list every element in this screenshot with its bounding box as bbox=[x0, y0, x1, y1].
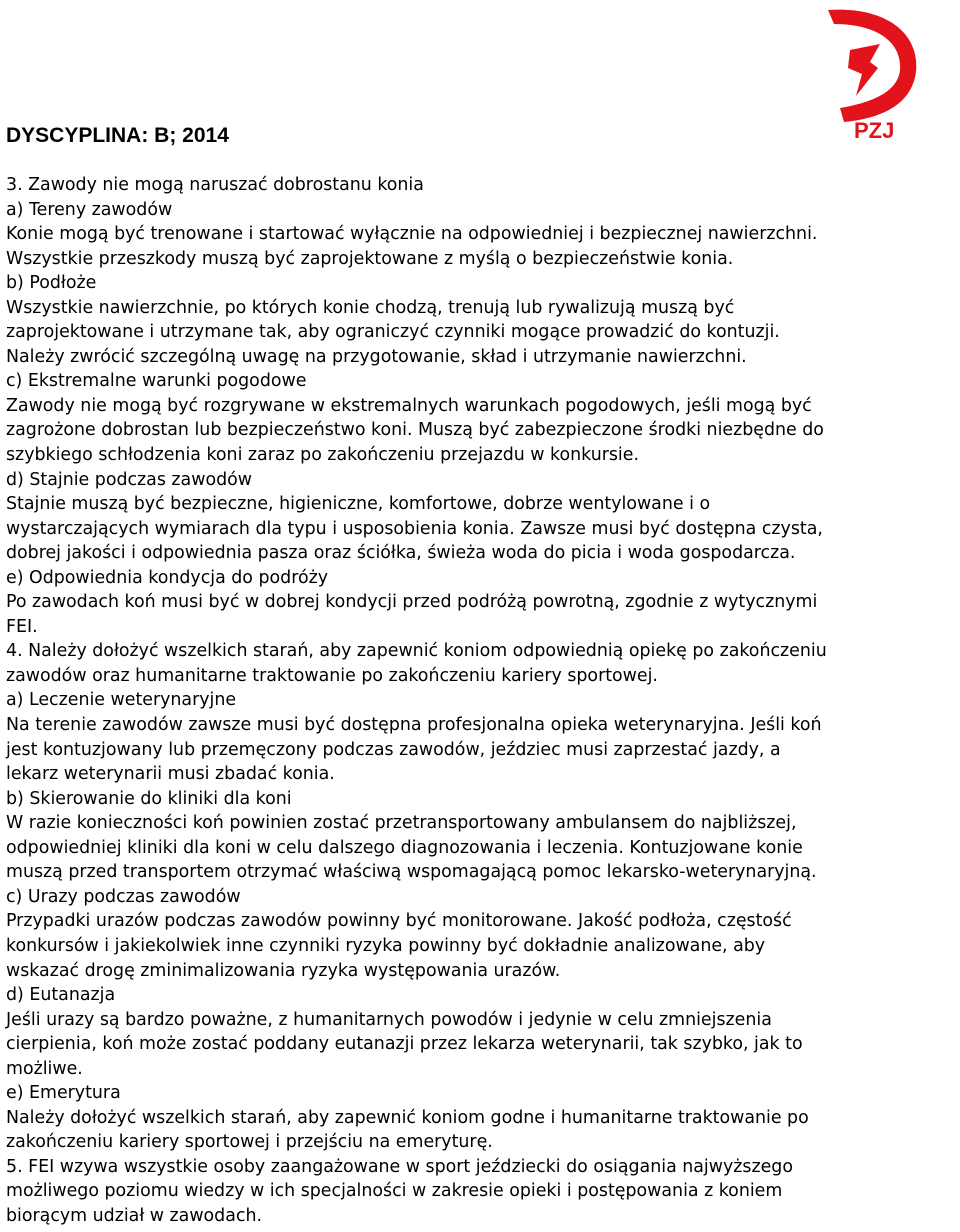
text-line: Na terenie zawodów zawsze musi być dostępna profesjonalna opieka weterynaryjna. Jeśli koń bbox=[6, 715, 822, 736]
text-line: jest kontuzjowany lub przemęczony podczas zawodów, jeździec musi zaprzestać jazdy, a bbox=[6, 739, 781, 760]
text-line: zawodów oraz humanitarne traktowanie po zakończeniu kariery sportowej. bbox=[6, 665, 658, 686]
document-body bbox=[6, 173, 960, 1229]
text-line: biorącym udział w zawodach. bbox=[6, 1205, 262, 1226]
text-line: muszą przed transportem otrzymać właściwą wspomagającą pomoc lekarsko-weterynaryjną. bbox=[6, 862, 817, 883]
document-title: DYSCYPLINA: B; 2014 bbox=[6, 124, 229, 147]
text-line: dobrej jakości i odpowiednia pasza oraz ściółka, świeża woda do picia i woda gospodarcza. bbox=[6, 543, 796, 564]
text-line: cierpienia, koń może zostać poddany eutanazji przez lekarza weterynarii, tak szybko, jak to bbox=[6, 1034, 803, 1055]
text-line: odpowiedniej kliniki dla koni w celu dalszego diagnozowania i leczenia. Kontuzjowane konie bbox=[6, 837, 803, 858]
svg-text:PZJ: PZJ bbox=[854, 118, 895, 142]
text-line: zagrożone dobrostan lub bezpieczeństwo koni. Muszą być zabezpieczone środki niezbędne do bbox=[6, 420, 824, 441]
text-line: możliwe. bbox=[6, 1058, 83, 1079]
text-line: c) Ekstremalne warunki pogodowe bbox=[6, 371, 307, 392]
text-line: a) Tereny zawodów bbox=[6, 199, 173, 220]
text-line: Przypadki urazów podczas zawodów powinny być monitorowane. Jakość podłoża, częstość bbox=[6, 911, 792, 932]
text-line: Zawody nie mogą być rozgrywane w ekstremalnych warunkach pogodowych, jeśli mogą być bbox=[6, 395, 812, 416]
text-line: Należy zwrócić szczególną uwagę na przygotowanie, skład i utrzymanie nawierzchni. bbox=[6, 346, 747, 367]
text-line: e) Odpowiednia kondycja do podróży bbox=[6, 567, 329, 588]
text-line: Po zawodach koń musi być w dobrej kondycji przed podróżą powrotną, zgodnie z wytycznymi bbox=[6, 592, 818, 613]
text-line: Jeśli urazy są bardzo poważne, z humanitarnych powodów i jedynie w celu zmniejszenia bbox=[6, 1009, 772, 1030]
text-line: Konie mogą być trenowane i startować wyłącznie na odpowiedniej i bezpiecznej nawierzchni. bbox=[6, 224, 818, 245]
text-line: wskazać drogę zminimalizowania ryzyka występowania urazów. bbox=[6, 960, 561, 981]
pzj-logo-icon bbox=[812, 4, 922, 142]
text-line: d) Stajnie podczas zawodów bbox=[6, 469, 252, 490]
text-line: d) Eutanazja bbox=[6, 985, 116, 1006]
text-line: 5. FEI wzywa wszystkie osoby zaangażowane w sport jeździecki do osiągania najwyższego bbox=[6, 1156, 793, 1177]
text-line: a) Leczenie weterynaryjne bbox=[6, 690, 237, 711]
text-line: b) Skierowanie do kliniki dla koni bbox=[6, 788, 292, 809]
text-line: lekarz weterynarii musi zbadać konia. bbox=[6, 764, 335, 785]
text-line: możliwego poziomu wiedzy w ich specjalności w zakresie opieki i postępowania z koniem bbox=[6, 1181, 783, 1202]
text-line: konkursów i jakiekolwiek inne czynniki ryzyka powinny być dokładnie analizowane, aby bbox=[6, 935, 766, 956]
text-line: Wszystkie nawierzchnie, po których konie chodzą, trenują lub rywalizują muszą być bbox=[6, 297, 735, 318]
text-line: c) Urazy podczas zawodów bbox=[6, 886, 241, 907]
text-line: zaprojektowane i utrzymane tak, aby ograniczyć czynniki mogące prowadzić do kontuzji. bbox=[6, 322, 780, 343]
text-line: W razie konieczności koń powinien zostać przetransportowany ambulansem do najbliższej, bbox=[6, 813, 797, 834]
text-line: b) Podłoże bbox=[6, 273, 97, 294]
text-line: Wszystkie przeszkody muszą być zaprojektowane z myślą o bezpieczeństwie konia. bbox=[6, 248, 734, 269]
text-line: e) Emerytura bbox=[6, 1083, 121, 1104]
text-line: FEI. bbox=[6, 616, 38, 637]
text-line: 4. Należy dołożyć wszelkich starań, aby zapewnić koniom odpowiednią opiekę po zakończeniu bbox=[6, 641, 827, 662]
text-line: Stajnie muszą być bezpieczne, higieniczne, komfortowe, dobrze wentylowane i o bbox=[6, 494, 711, 515]
text-line: wystarczających wymiarach dla typu i usposobienia konia. Zawsze musi być dostępna czysta, bbox=[6, 518, 823, 539]
text-line: Należy dołożyć wszelkich starań, aby zapewnić koniom godne i humanitarne traktowanie po bbox=[6, 1107, 809, 1128]
text-line: 3. Zawody nie mogą naruszać dobrostanu konia bbox=[6, 175, 424, 195]
text-line: szybkiego schłodzenia koni zaraz po zakończeniu przejazdu w konkursie. bbox=[6, 445, 639, 466]
text-line: zakończeniu kariery sportowej i przejściu na emeryturę. bbox=[6, 1132, 493, 1153]
